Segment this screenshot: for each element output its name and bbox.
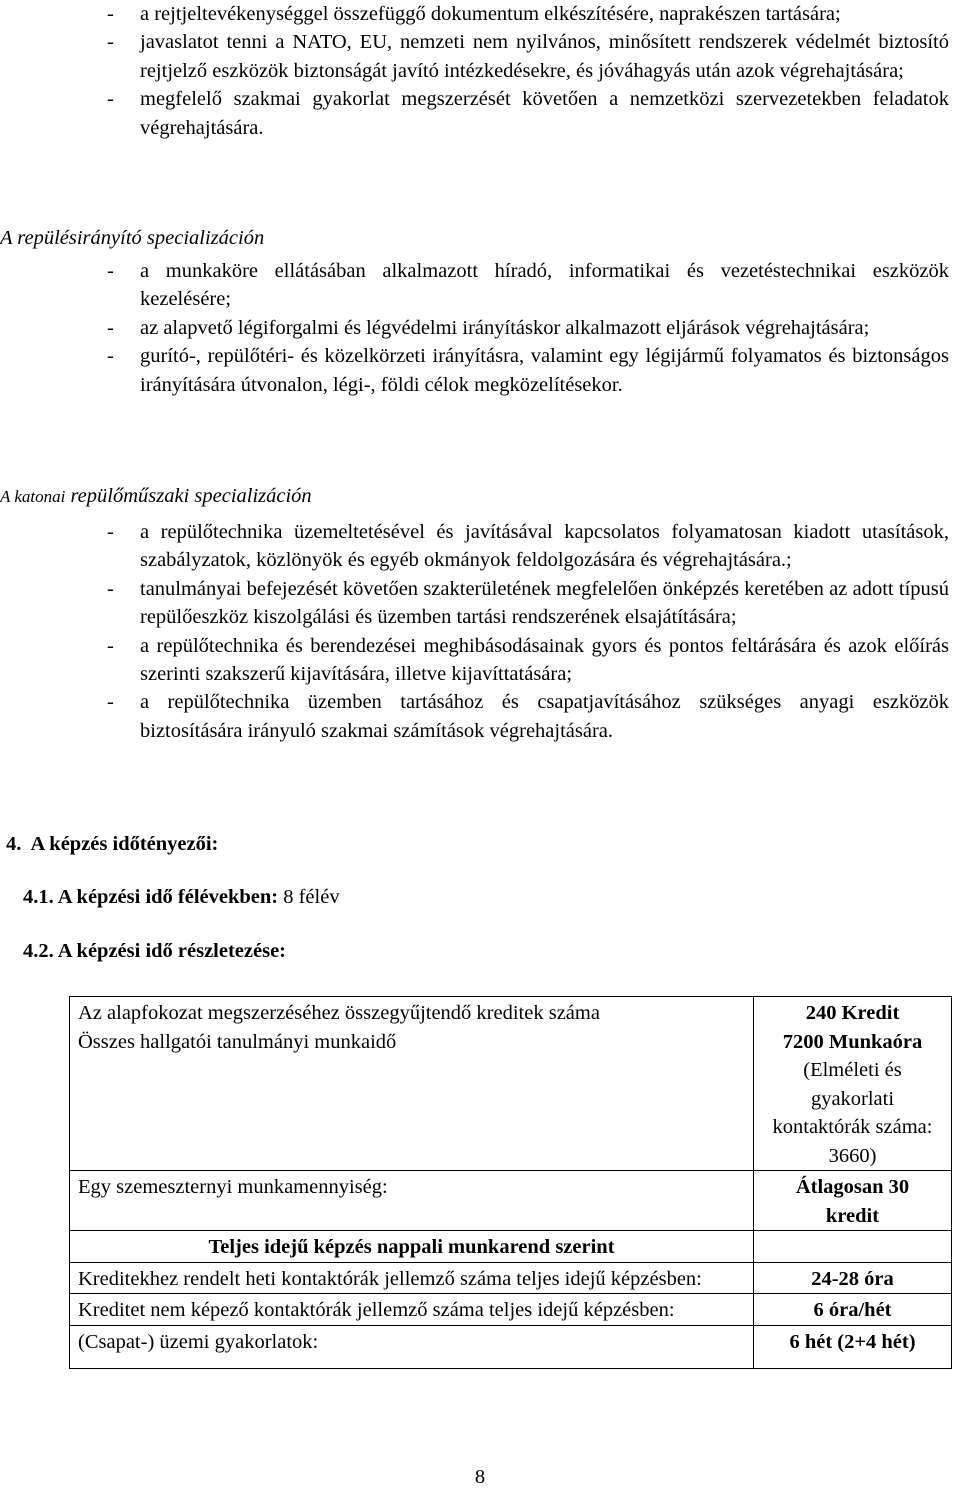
list-item: - a repülőtechnika üzemben tartásához és csapatjavításához szükséges anyagi eszközök biztosítására irányuló szakmai számítások végrehajtására. bbox=[107, 688, 949, 745]
table-row bbox=[70, 997, 952, 1028]
table-cell-label: (Csapat-) üzemi gyakorlatok: bbox=[70, 1325, 754, 1369]
table-cell-empty bbox=[754, 1231, 952, 1263]
table-row bbox=[70, 1231, 952, 1263]
section-4-2: 4.2. A képzési idő részletezése: bbox=[23, 940, 287, 962]
table-cell-value: 24-28 óra bbox=[754, 1262, 952, 1294]
table-cell-label: Kreditekhez rendelt heti kontaktórák jellemző száma teljes idejű képzésben: bbox=[70, 1262, 754, 1294]
section-4-1-value: 8 félév bbox=[278, 886, 340, 908]
heading-repulesiranyito: A repülésirányító specializáción bbox=[0, 227, 265, 249]
list-item: - a munkaköre ellátásában alkalmazott híradó, informatikai és vezetéstechnikai eszközök kezelésére; bbox=[107, 257, 949, 314]
list-item: - a repülőtechnika üzemeltetésével és javításával kapcsolatos folyamatosan kiadott utasítások, szabályzatok, közlönyök és egyéb okmányok feldolgozására és végrehajtására.; bbox=[107, 518, 949, 575]
heading-muszaki-part2: repülőműszaki specializáción bbox=[65, 485, 312, 507]
list-item: - gurító-, repülőtéri- és közelkörzeti irányításra, valamint egy légijármű folyamatos és biztonságos irányítására útvonalon, légi-, földi célok megközelítésekor. bbox=[107, 342, 949, 399]
table-cell-value: 6 hét (2+4 hét) bbox=[754, 1325, 952, 1369]
list-item: - javaslatot tenni a NATO, EU, nemzeti nem nyilvános, minősített rendszerek védelmét biztosító rejtjelző eszközök biztonságát javító intézkedésekre, és jóváhagyás után azok végrehajtására; bbox=[107, 28, 949, 85]
list-item: - tanulmányai befejezését követően szakterületének megfelelően önképzés keretében az adott típusú repülőeszköz kiszolgálási és üzemben tartási rendszerének elsajátítására; bbox=[107, 575, 949, 632]
table-row bbox=[70, 1294, 952, 1326]
table-row bbox=[70, 1325, 952, 1369]
page-number: 8 bbox=[474, 1466, 486, 1488]
duty-list-muszaki bbox=[107, 518, 949, 745]
list-item: - a repülőtechnika és berendezései meghibásodásainak gyors és pontos feltárására és azok előírás szerinti szakszerű kijavítására, illetve kijavíttatására; bbox=[107, 632, 949, 689]
credits-table bbox=[69, 996, 952, 1369]
total-hours: 7200 Munkaóra bbox=[782, 1030, 923, 1053]
heading-muszaki-part1: A katonai bbox=[0, 487, 66, 506]
table-cell-value bbox=[754, 1028, 952, 1171]
list-item: - megfelelő szakmai gyakorlat megszerzését követően a nemzetközi szervezetekben feladatok végrehajtására. bbox=[107, 85, 949, 142]
list-item: - a rejtjeltevékenységgel összefüggő dokumentum elkészítésére, naprakészen tartására; bbox=[107, 0, 949, 28]
table-cell-label: Egy szemeszternyi munkamennyiség: bbox=[70, 1171, 754, 1231]
section-4-1 bbox=[23, 883, 340, 911]
table-cell-label: Összes hallgatói tanulmányi munkaidő bbox=[70, 1028, 754, 1171]
list-item: - az alapvető légiforgalmi és légvédelmi irányításkor alkalmazott eljárások végrehajtására; bbox=[107, 314, 949, 342]
table-row bbox=[70, 1262, 952, 1294]
section-4-1-label: 4.1. A képzési idő félévekben: bbox=[23, 886, 279, 908]
duty-list-repulesiranyito bbox=[107, 257, 949, 399]
table-row bbox=[70, 1028, 952, 1171]
table-cell-value: Átlagosan 30 kredit bbox=[754, 1171, 952, 1231]
table-cell-value: 240 Kredit bbox=[754, 997, 952, 1028]
section-4-title: 4. A képzés időtényezői: bbox=[6, 833, 219, 855]
table-row bbox=[70, 1171, 952, 1231]
table-cell-label: Kreditet nem képező kontaktórák jellemző száma teljes idejű képzésben: bbox=[70, 1294, 754, 1326]
heading-muszaki bbox=[0, 482, 312, 511]
contact-hours-note: (Elméleti és gyakorlati kontaktórák száma: 3660) bbox=[772, 1059, 933, 1167]
table-cell-value: 6 óra/hét bbox=[754, 1294, 952, 1326]
duty-list-rejtjel bbox=[107, 0, 949, 142]
table-cell-label: Az alapfokozat megszerzéséhez összegyűjtendő kreditek száma bbox=[70, 997, 754, 1028]
table-subheading: Teljes idejű képzés nappali munkarend szerint bbox=[70, 1231, 754, 1263]
